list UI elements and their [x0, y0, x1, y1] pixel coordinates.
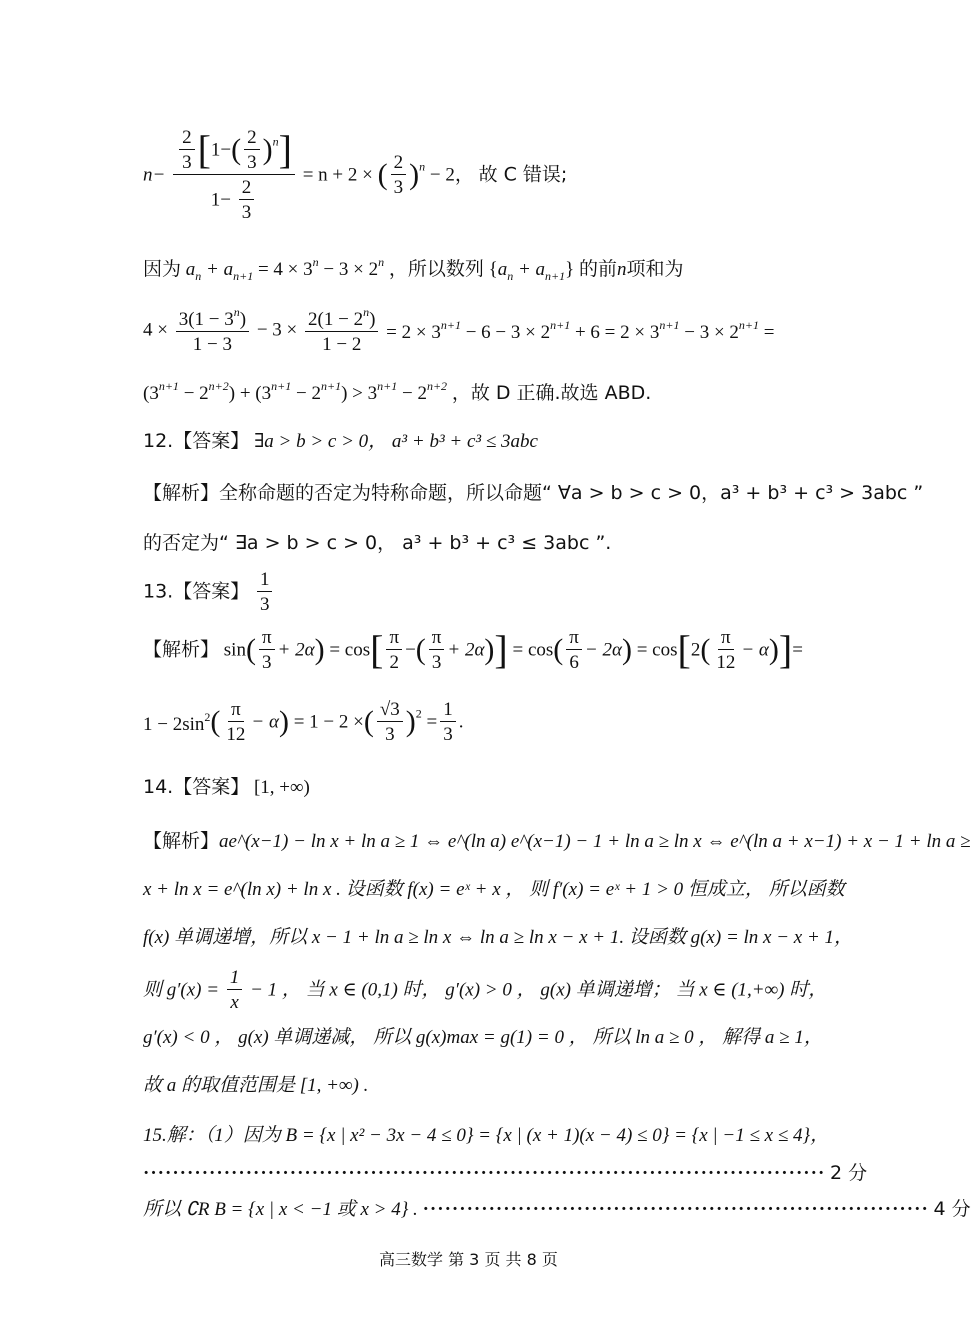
q14-line-3: f(x) 单调递增，所以 x − 1 + ln a ≥ ln x ⇔ ln a ≥ ln x − x + 1. 设函数 g(x) = ln x − x + 1，	[143, 927, 854, 948]
page-footer: 高三数学 第 3 页 共 8 页	[379, 1250, 558, 1269]
q12-analysis-2: 的否定为“ ∃a > b > c > 0， a³ + b³ + c³ ≤ 3abc ”.	[143, 532, 612, 554]
n-minus: n−	[143, 164, 166, 186]
rhs: = n + 2 ×	[302, 164, 373, 186]
because-line: 因为 $a_n + a_{n+1} = 4 \times 3^n - 3 \times 2^n$ ，所以数列 $\{a_n + a_{n+1}\}$ 的前n项和为	[143, 255, 684, 283]
q12-answer: 12.【答案】 ∃a > b > c > 0， a³ + b³ + c³ ≤ 3abc	[143, 430, 538, 452]
verdict-c: 故 C 错误;	[478, 163, 568, 186]
sum-line: 4 × $\frac{3(1 - 3^n)}{1 - 3}$ − 3 × $\frac{2(1 - 2^n)}{1 - 2}$ = $2 \times 3^{n+1} - 6 - 3 \times 2^{n+1} + 6 = 2 \times 3^{n+1} - 3 \times 2^{n+1}$ =	[143, 305, 775, 355]
q13-answer: 13.【答案】 $\frac{1}{3}$	[143, 570, 275, 614]
q14-line-4: 则 g′(x) = $\frac{1}{x}$ − 1 ， 当 x ∈ (0,1) 时， g′(x) > 0 ， g(x) 单调递增； 当 x ∈ (1,+∞) 时，	[143, 967, 828, 1013]
fraction-expression: n− $\frac{2}{3}$ [1−( $\frac{2}{3}$ )$^n$] 1− $\frac{2}{3}$ = n + 2 × ( $\frac{2}{3}$ )$^n$ − 2， 故 C 错误;	[143, 127, 568, 223]
q14-line-1: 【解析】ae^(x−1) − ln x + ln a ≥ 1 ⇔ e^(ln a) e^(x−1) − 1 + ln a ≥ ln x ⇔ e^(ln a + x−1) + x − 1 + ln a ≥	[143, 830, 971, 852]
q14-line-6: 故 a 的取值范围是 [1, +∞) .	[143, 1075, 369, 1096]
q15-line-2: 所以 ∁R B = {x | x < −1 或 x > 4} . ····································································· 4 分	[143, 1198, 971, 1220]
q14-line-2: x + ln x = e^(ln x) + ln x . 设函数 f(x) = eˣ + x ， 则 f′(x) = eˣ + 1 > 0 恒成立， 所以函数	[143, 879, 845, 900]
q14-line-5: g′(x) < 0 ， g(x) 单调递减， 所以 g(x)max = g(1) = 0 ， 所以 ln a ≥ 0 ， 解得 a ≥ 1，	[143, 1027, 823, 1048]
q13-analysis: 【解析】 sin( $\frac{\pi}{3}$ + 2α) = cos[ $\frac{\pi}{2}$ −( $\frac{\pi}{3}$ + 2α)] = cos( $\frac{\pi}{6}$ − 2α) = cos[2( $\frac{\pi}{12}$ − α)]=	[143, 627, 803, 673]
q12-analysis: 【解析】全称命题的否定为特称命题，所以命题“ ∀a > b > c > 0，a³ + b³ + c³ > 3abc ”	[143, 482, 924, 504]
q15-score-line-1: ····························································································· 2 分	[143, 1162, 868, 1184]
conclusion-abd: ，故 D 正确.故选 ABD.	[451, 382, 652, 404]
sum-line-2: $(3^{n+1} - 2^{n+2}) + (3^{n+1} - 2^{n+1}) > 3^{n+1} - 2^{n+2}$ ，故 D 正确.故选 ABD.	[143, 379, 652, 404]
q14-answer: 14.【答案】 [1, +∞)	[143, 776, 310, 798]
q13-analysis-2: $1 - 2\sin^2$( $\frac{\pi}{12}$ − α) = 1 − 2 ×( $\frac{√3}{3}$ )$^2$ = $\frac{1}{3}$ .	[143, 699, 464, 745]
outer-fraction: $\frac{2}{3}$ [1−( $\frac{2}{3}$ )$^n$] 1− $\frac{2}{3}$	[173, 128, 295, 222]
q15-line-1: 15.解：（1）因为 B = {x | x² − 3x − 4 ≤ 0} = {x | (x + 1)(x − 4) ≤ 0} = {x | −1 ≤ x ≤ 4}，	[143, 1125, 830, 1146]
